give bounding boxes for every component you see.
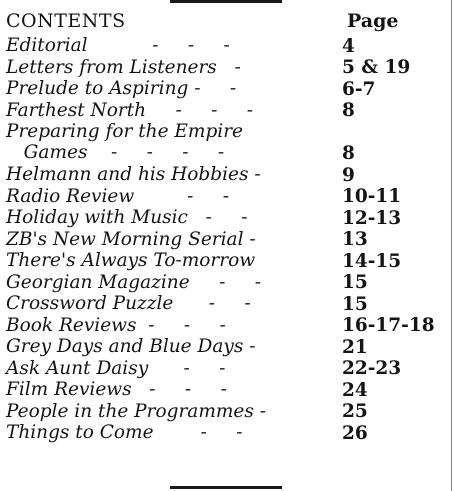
contents-title: CONTENTS — [6, 10, 126, 32]
entry-page: 26 — [342, 422, 368, 444]
entry-title: Things to Come - - — [6, 422, 243, 443]
entry-title: ZB's New Morning Serial - — [6, 228, 256, 250]
entry-page: 15 — [342, 272, 368, 293]
entry-title: Letters from Listeners - — [6, 56, 241, 78]
entry-title: Editorial - - - — [6, 35, 230, 56]
bottom-rule — [170, 486, 282, 489]
entry-title: Grey Days and Blue Days - — [6, 336, 256, 357]
entry-page: 14-15 — [342, 250, 402, 272]
entry-title: Helmann and his Hobbies - — [6, 164, 261, 185]
contents-entry — [6, 422, 446, 444]
page-column-header: Page — [347, 10, 399, 32]
entry-page: 8 — [342, 143, 355, 164]
entry-page: 22-23 — [342, 358, 402, 379]
contents-list — [6, 35, 446, 444]
entry-title: Crossword Puzzle - - — [6, 293, 251, 314]
contents-entry — [6, 57, 446, 79]
entry-title: People in the Programmes - — [6, 400, 266, 422]
entry-title: Radio Review - - — [6, 185, 230, 207]
entry-page: 24 — [342, 379, 368, 401]
contents-entry — [6, 121, 446, 164]
contents-entry — [6, 35, 446, 57]
contents-entry — [6, 272, 446, 294]
contents-header — [6, 10, 446, 32]
contents-entry — [6, 186, 446, 208]
entry-title: There's Always To-morrow — [6, 250, 256, 271]
entry-page: 10-11 — [342, 186, 402, 207]
entry-title: Film Reviews - - - — [6, 379, 227, 400]
entry-page: 25 — [342, 401, 368, 422]
entry-page: 9 — [342, 164, 355, 186]
top-rule — [170, 0, 282, 3]
entry-page: 8 — [342, 100, 355, 121]
contents-entry — [6, 358, 446, 380]
entry-page: 5 & 19 — [342, 57, 411, 78]
column-divider — [451, 0, 452, 491]
entry-title: Book Reviews - - - — [6, 314, 226, 336]
contents-entry — [6, 401, 446, 423]
entry-title: Farthest North - - - — [6, 99, 254, 121]
contents-entry — [6, 315, 446, 337]
contents-entry — [6, 207, 446, 229]
entry-page: 4 — [342, 35, 355, 57]
entry-page: 21 — [342, 336, 368, 358]
entry-page: 6-7 — [342, 78, 376, 100]
entry-title: Georgian Magazine - - — [6, 271, 261, 293]
contents-entry — [6, 164, 446, 186]
entry-page: 13 — [342, 229, 368, 250]
contents-entry — [6, 250, 446, 272]
contents-entry — [6, 379, 446, 401]
contents-entry — [6, 78, 446, 100]
entry-title: Holiday with Music - - — [6, 207, 248, 228]
contents-entry — [6, 229, 446, 251]
entry-title: Preparing for the Empire Games - - - - — [6, 121, 243, 163]
entry-title: Prelude to Aspiring - - — [6, 78, 237, 99]
contents-entry — [6, 293, 446, 315]
entry-page: 16-17-18 — [342, 315, 435, 336]
entry-title: Ask Aunt Daisy - - — [6, 357, 226, 379]
contents-entry — [6, 100, 446, 122]
entry-page: 15 — [342, 293, 368, 315]
entry-page: 12-13 — [342, 207, 402, 229]
contents-entry — [6, 336, 446, 358]
